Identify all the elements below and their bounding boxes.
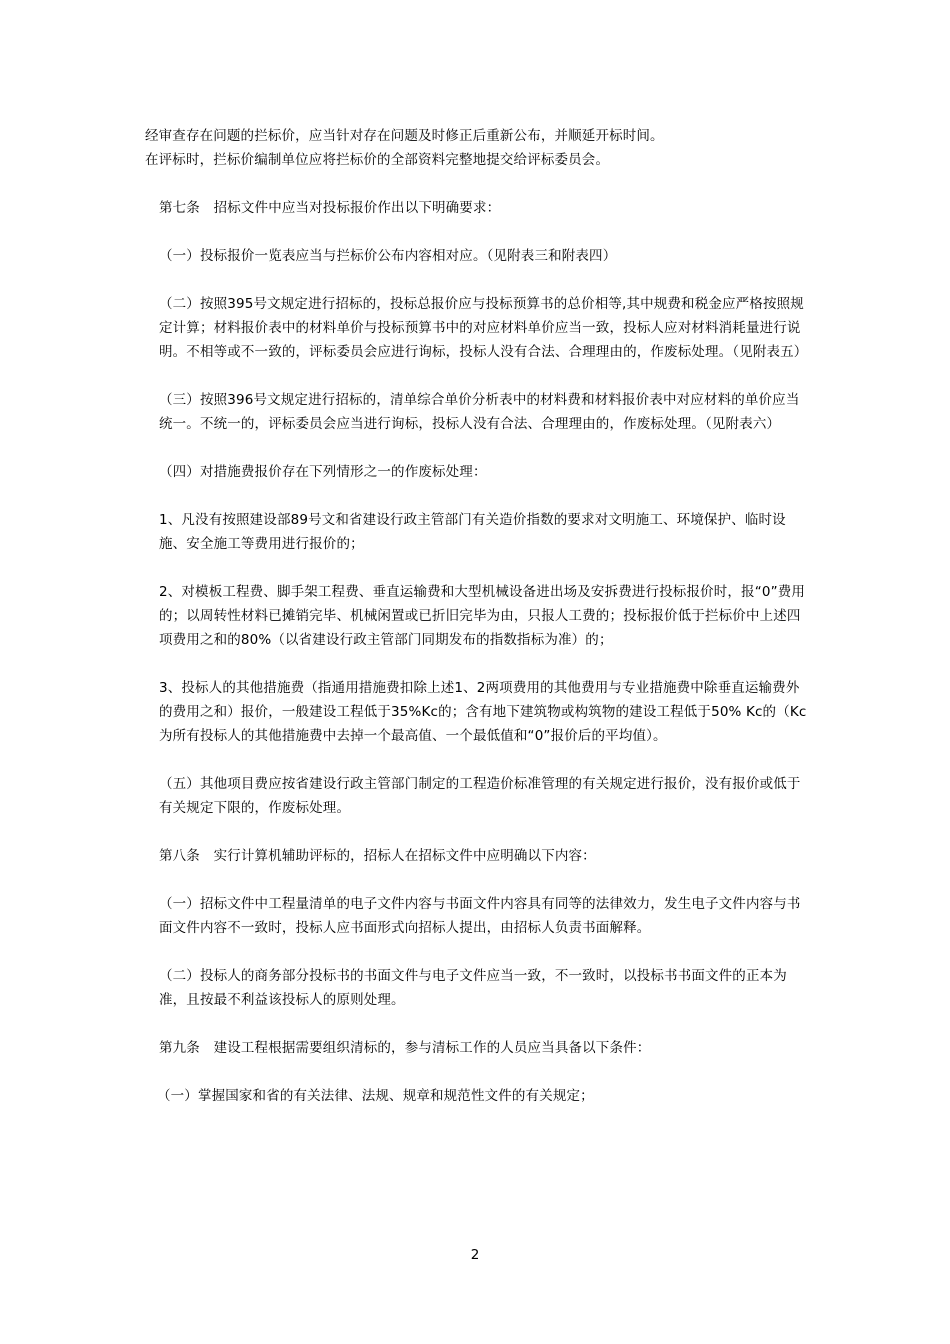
page-number: 2 bbox=[470, 1247, 480, 1263]
article-heading: 第九条 建设工程根据需要组织清标的，参与清标工作的人员应当具备以下条件： bbox=[159, 1040, 651, 1056]
paragraph: （二）投标人的商务部分投标书的书面文件与电子文件应当一致，不一致时，以投标书书面文件的正本为准，且按最不利益该投标人的原则处理。 bbox=[159, 968, 787, 1008]
paragraph: （一）掌握国家和省的有关法律、法规、规章和规范性文件的有关规定； bbox=[157, 1088, 594, 1104]
paragraph: 1、凡没有按照建设部89号文和省建设行政主管部门有关造价指数的要求对文明施工、环境保护、临时设施、安全施工等费用进行报价的； bbox=[159, 512, 786, 552]
article-heading: 第八条 实行计算机辅助评标的，招标人在招标文件中应明确以下内容： bbox=[159, 848, 596, 864]
paragraph: 在评标时，拦标价编制单位应将拦标价的全部资料完整地提交给评标委员会。 bbox=[145, 152, 610, 168]
paragraph: （二）按照395号文规定进行招标的，投标总报价应与投标预算书的总价相等,其中规费和税金应严格按照规定计算；材料报价表中的材料单价与投标预算书中的对应材料单价应当一致，投标人应对材料消耗量进行说明。不相等或不一致的，评标委员会应进行询标，投标人没有合法、合理理由的，作废标处理。（见附表五） bbox=[159, 296, 808, 360]
paragraph: （三）按照396号文规定进行招标的，清单综合单价分析表中的材料费和材料报价表中对应材料的单价应当统一。不统一的，评标委员会应当进行询标，投标人没有合法、合理理由的，作废标处理。（见附表六） bbox=[159, 392, 800, 432]
paragraph: 2、对模板工程费、脚手架工程费、垂直运输费和大型机械设备进出场及安拆费进行投标报价时，报“0”费用的；以周转性材料已摊销完毕、机械闲置或已折旧完毕为由，只报人工费的；投标报价低于拦标价中上述四项费用之和的80%（以省建设行政主管部门同期发布的指数指标为准）的； bbox=[159, 584, 806, 648]
article-heading: 第七条 招标文件中应当对投标报价作出以下明确要求： bbox=[159, 200, 501, 216]
paragraph: （五）其他项目费应按省建设行政主管部门制定的工程造价标准管理的有关规定进行报价，没有报价或低于有关规定下限的，作废标处理。 bbox=[159, 776, 801, 816]
page-body bbox=[145, 124, 810, 1108]
paragraph: （一）招标文件中工程量清单的电子文件内容与书面文件内容具有同等的法律效力，发生电子文件内容与书面文件内容不一致时，投标人应书面形式向招标人提出，由招标人负责书面解释。 bbox=[159, 896, 801, 936]
paragraph: （四）对措施费报价存在下列情形之一的作废标处理： bbox=[159, 464, 487, 480]
paragraph: 3、投标人的其他措施费（指通用措施费扣除上述1、2两项费用的其他费用与专业措施费中除垂直运输费外的费用之和）报价，一般建设工程低于35%Kc的；含有地下建筑物或构筑物的建设工程低于50% Kc的（Kc为所有投标人的其他措施费中去掉一个最高值、一个最低值和“0”报价后的平均值）。 bbox=[159, 680, 807, 744]
paragraph: 经审查存在问题的拦标价，应当针对存在问题及时修正后重新公布，并顺延开标时间。 bbox=[145, 128, 664, 144]
paragraph: （一）投标报价一览表应当与拦标价公布内容相对应。（见附表三和附表四） bbox=[159, 248, 617, 264]
